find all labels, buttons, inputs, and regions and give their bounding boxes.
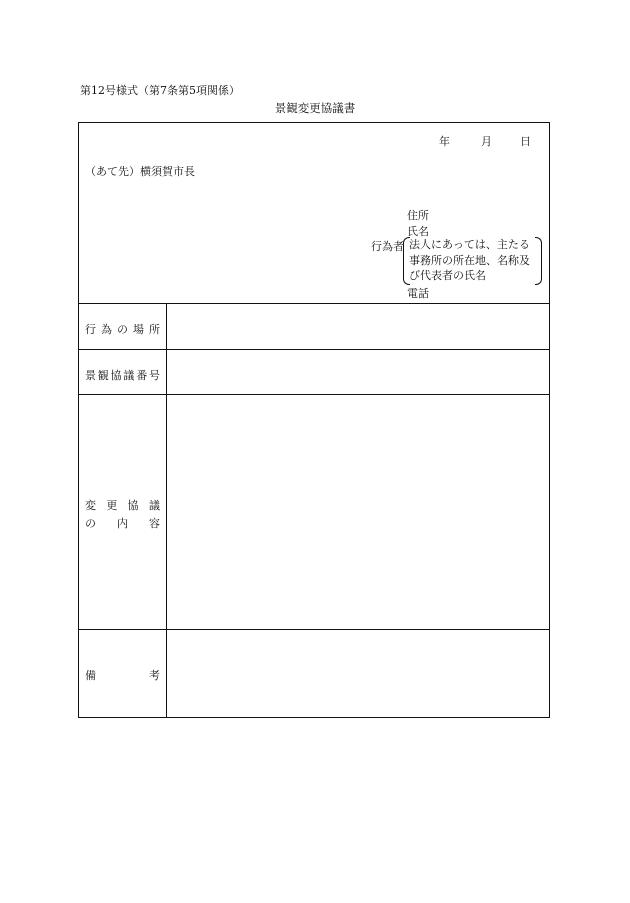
- column-divider: [166, 303, 167, 717]
- label-content-line1: [79, 497, 166, 513]
- name-label: 氏名: [407, 225, 429, 238]
- label-char: 番: [136, 369, 148, 382]
- form-table: [78, 122, 550, 718]
- actor-label: 行為者: [371, 240, 404, 253]
- date-year: 年: [439, 135, 450, 148]
- label-char: 議: [148, 499, 160, 512]
- label-char: 観: [97, 369, 109, 382]
- right-bracket: [535, 237, 542, 285]
- label-char: 更: [106, 499, 118, 512]
- addressee: （あて先）横須賀市長: [85, 165, 195, 178]
- date-line: [439, 133, 531, 149]
- divider: [79, 629, 549, 630]
- applicant-block: [369, 207, 549, 299]
- divider: [79, 394, 549, 395]
- label-remarks: [79, 667, 166, 683]
- date-day: 日: [520, 135, 531, 148]
- label-char: 場: [133, 323, 144, 336]
- label-char: 行: [85, 323, 96, 336]
- label-char: 号: [148, 369, 160, 382]
- label-char: 内: [117, 517, 128, 530]
- phone-label: 電話: [407, 287, 429, 300]
- label-char: 議: [123, 369, 135, 382]
- label-content-line2: [79, 515, 166, 531]
- label-char: 所: [149, 323, 160, 336]
- label-consultation-number: [79, 367, 166, 383]
- label-char: 変: [85, 499, 96, 512]
- label-char: 備: [85, 669, 96, 682]
- divider: [79, 349, 549, 350]
- label-char: 協: [110, 369, 122, 382]
- label-char: 容: [149, 517, 160, 530]
- label-char: 協: [127, 499, 139, 512]
- label-place: [79, 321, 166, 337]
- date-month: 月: [481, 135, 492, 148]
- divider: [79, 303, 549, 304]
- form-number: 第12号様式（第7条第5項関係）: [80, 84, 240, 97]
- label-char: 為: [101, 323, 112, 336]
- corporation-note: 法人にあっては、主たる事務所の所在地、名称及び代表者の氏名: [409, 238, 530, 282]
- address-label: 住所: [407, 209, 429, 222]
- label-char: の: [85, 517, 96, 530]
- label-char: 考: [149, 669, 160, 682]
- document-title: 景観変更協議書: [274, 101, 356, 115]
- label-char: の: [117, 323, 128, 336]
- label-char: 景: [85, 369, 96, 382]
